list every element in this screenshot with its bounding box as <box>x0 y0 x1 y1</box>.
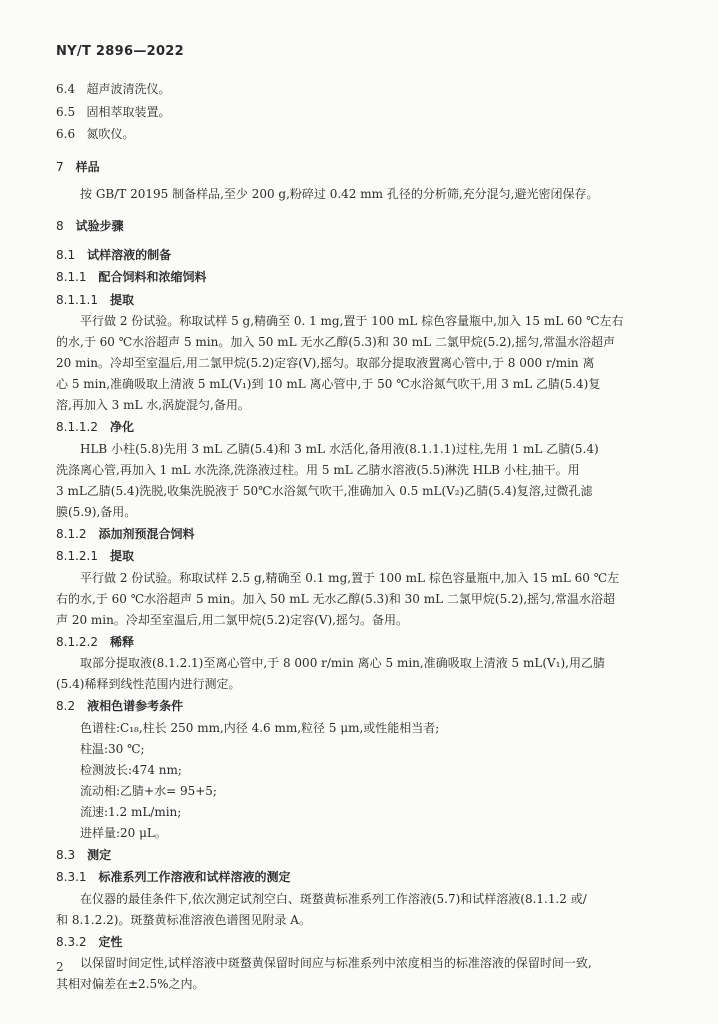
text-line: 以保留时间定性,试样溶液中斑蝥黄保留时间应与标准系列中浓度相当的标准溶液的保留时间一致, <box>80 956 592 970</box>
subsection-heading <box>56 866 666 889</box>
text-line: 膜(5.9),备用。 <box>56 504 137 519</box>
section-title: 稀释 <box>109 634 134 649</box>
section-number: 8.1.1.2 <box>56 420 98 434</box>
section-title: 液相色谱参考条件 <box>87 699 184 713</box>
paragraph <box>56 568 666 631</box>
item-number: 6.5 <box>56 104 76 119</box>
text-line: 按 GB/T 20195 制备样品,至少 200 g,粉碎过 0.42 mm 孔径的分析筛,充分混匀,避光密闭保存。 <box>80 187 599 201</box>
text-line: 溶,再加入 3 mL 水,涡旋混匀,备用。 <box>56 398 250 412</box>
item-number: 6.6 <box>56 127 76 141</box>
subsection-heading <box>56 289 666 312</box>
text-line: 其相对偏差在±2.5%之内。 <box>56 977 205 991</box>
paragraph <box>56 889 666 931</box>
section-heading <box>56 156 666 179</box>
equipment-item <box>56 101 666 124</box>
section-number: 8.1.1 <box>56 270 87 284</box>
text-line: 心 5 min,准确吸取上清液 5 mL(V₁)到 10 mL 离心管中,于 50 ℃水浴氮气吹干,用 3 mL 乙腈(5.4)复 <box>56 377 601 391</box>
equipment-list <box>56 78 666 146</box>
text-line: 的水,于 60 ℃水浴超声 5 min。加入 50 mL 无水乙醇(5.3)和 30 mL 二氯甲烷(5.2),摇匀,常温水浴超声 <box>56 335 615 349</box>
conditions-list <box>56 718 666 844</box>
text-line: (5.4)稀释到线性范围内进行测定。 <box>56 677 241 691</box>
subsection-heading <box>56 695 666 718</box>
standard-code: NY/T 2896—2022 <box>56 44 184 59</box>
condition-item: 进样量:20 μL。 <box>80 825 167 840</box>
subsection-heading <box>56 266 666 289</box>
subsection-heading <box>56 416 666 439</box>
condition-item: 检测波长:474 nm; <box>80 762 182 777</box>
subsection-heading <box>56 244 666 267</box>
paragraph <box>56 653 666 695</box>
paragraph <box>56 439 666 523</box>
text-line: 3 mL乙腈(5.4)洗脱,收集洗脱液于 50℃水浴氮气吹干,准确加入 0.5 mL(V₂)乙腈(5.4)复溶,过微孔滤 <box>56 483 593 498</box>
section-title: 标准系列工作溶液和试样溶液的测定 <box>98 870 291 884</box>
section-title: 提取 <box>109 549 134 563</box>
section-number: 8.3.1 <box>56 870 87 884</box>
text-line: 20 min。冷却至室温后,用二氯甲烷(5.2)定容(V),摇匀。取部分提取液置离心管中,于 8 000 r/min 离 <box>56 356 595 370</box>
text-line: 洗涤离心管,再加入 1 mL 水洗涤,洗涤液过柱。用 5 mL 乙腈水溶液(5.5)淋洗 HLB 小柱,抽干。用 <box>56 462 580 477</box>
text-line: 右的水,于 60 ℃水浴超声 5 min。加入 50 mL 无水乙醇(5.3)和 30 mL 二氯甲烷(5.2),摇匀,常温水浴超 <box>56 591 615 606</box>
section-title: 试样溶液的制备 <box>87 247 172 262</box>
paragraph <box>56 184 666 205</box>
subsection-heading <box>56 631 666 654</box>
item-number: 6.4 <box>56 82 76 96</box>
item-text: 超声波清洗仪。 <box>86 82 171 96</box>
text-line: 在仪器的最佳条件下,依次测定试剂空白、斑蝥黄标准系列工作溶液(5.7)和试样溶液(8.1.1.2 或/ <box>80 891 587 906</box>
item-text: 氮吹仪。 <box>86 127 135 141</box>
section-number: 7 <box>56 159 64 174</box>
text-line: 平行做 2 份试验。称取试样 2.5 g,精确至 0.1 mg,置于 100 mL 棕色容量瓶中,加入 15 mL 60 ℃左 <box>80 570 620 585</box>
subsection-heading <box>56 844 666 867</box>
page-number: 2 <box>56 960 64 974</box>
paragraph <box>56 953 666 995</box>
paragraph <box>56 311 666 416</box>
equipment-item <box>56 123 666 146</box>
equipment-item <box>56 78 666 101</box>
section-number: 8.2 <box>56 699 76 713</box>
subsection-heading <box>56 545 666 568</box>
section-title: 试验步骤 <box>75 219 124 233</box>
section-title: 提取 <box>109 292 134 307</box>
condition-item: 流速:1.2 mL/min; <box>80 804 182 819</box>
section-number: 8.1.2.2 <box>56 634 98 649</box>
text-line: 声 20 min。冷却至室温后,用二氯甲烷(5.2)定容(V),摇匀。备用。 <box>56 612 408 627</box>
section-number: 8.1 <box>56 247 76 262</box>
section-title: 添加剂预混合饲料 <box>98 526 195 541</box>
text-line: 平行做 2 份试验。称取试样 5 g,精确至 0. 1 mg,置于 100 mL 棕色容量瓶中,加入 15 mL 60 ℃左右 <box>80 314 624 328</box>
section-title: 测定 <box>87 847 112 862</box>
section-number: 8.3.2 <box>56 934 87 949</box>
subsection-heading <box>56 523 666 546</box>
item-text: 固相萃取装置。 <box>86 104 171 119</box>
section-number: 8.3 <box>56 847 76 862</box>
section-title: 样品 <box>75 159 100 174</box>
text-line: 和 8.1.2.2)。斑蝥黄标准溶液色谱图见附录 A。 <box>56 912 311 927</box>
section-number: 8.1.2 <box>56 526 87 541</box>
section-title: 配合饲料和浓缩饲料 <box>98 270 207 284</box>
condition-item: 色谱柱:C₁₈,柱长 250 mm,内径 4.6 mm,粒径 5 μm,或性能相当者; <box>80 720 440 735</box>
text-line: HLB 小柱(5.8)先用 3 mL 乙腈(5.4)和 3 mL 水活化,备用液(8.1.1.1)过柱,先用 1 mL 乙腈(5.4) <box>80 441 599 456</box>
text-line: 取部分提取液(8.1.2.1)至离心管中,于 8 000 r/min 离心 5 min,准确吸取上清液 5 mL(V₁),用乙腈 <box>80 656 605 670</box>
page-content <box>56 78 666 995</box>
subsection-heading <box>56 931 666 954</box>
section-title: 定性 <box>98 934 123 949</box>
condition-item: 柱温:30 ℃; <box>80 741 145 756</box>
section-heading <box>56 215 666 238</box>
section-number: 8.1.1.1 <box>56 292 98 307</box>
section-title: 净化 <box>109 420 134 434</box>
section-number: 8 <box>56 219 64 233</box>
section-number: 8.1.2.1 <box>56 549 98 563</box>
condition-item: 流动相:乙腈+水= 95+5; <box>80 783 217 798</box>
